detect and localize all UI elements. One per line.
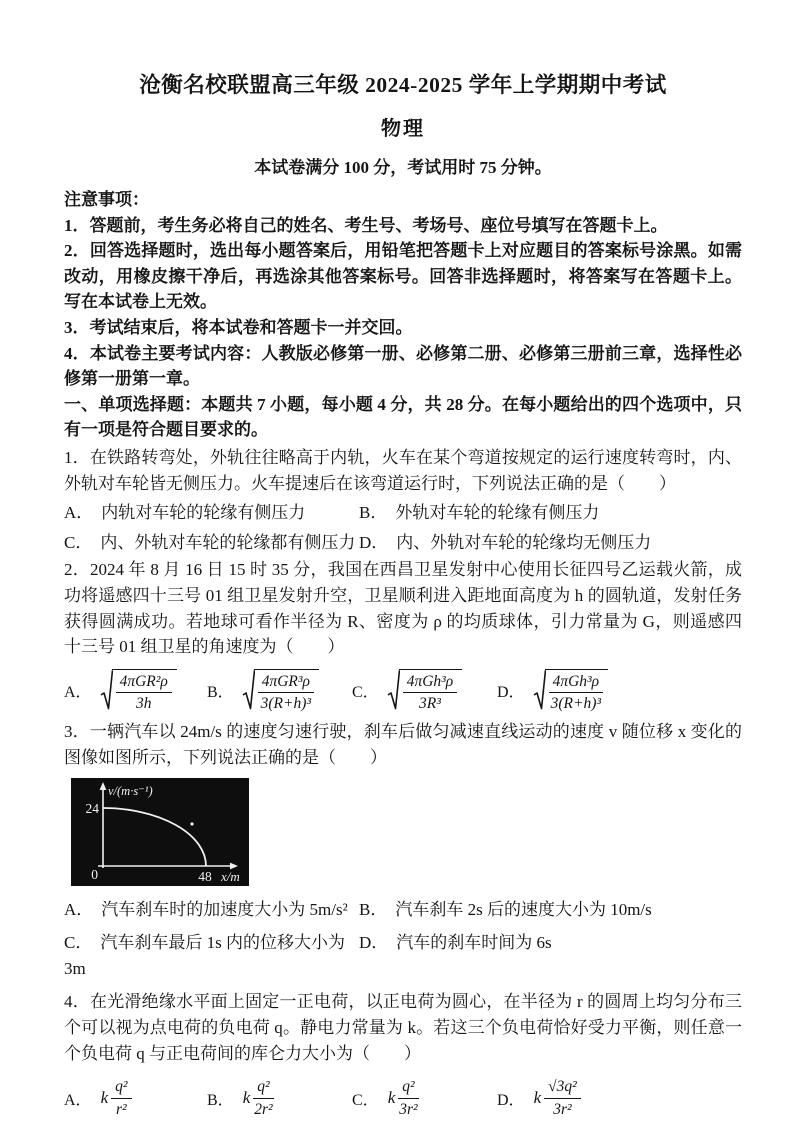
- option-label: D．: [359, 933, 389, 953]
- fraction-numerator: q²: [398, 1078, 418, 1098]
- x-axis-label: x/m: [221, 868, 240, 884]
- fraction-denominator: 3r²: [399, 1100, 418, 1118]
- option-label: A．: [64, 899, 94, 919]
- exam-title: 沧衡名校联盟高三年级 2024-2025 学年上学期期中考试: [139, 73, 667, 97]
- fraction-numerator: q²: [111, 1078, 131, 1098]
- coefficient-k: k: [533, 1088, 542, 1108]
- q1-option-a: [64, 500, 359, 526]
- fraction-denominator: 3r²: [553, 1100, 572, 1118]
- option-text: 内、外轨对车轮的轮缘均无侧压力: [396, 532, 652, 552]
- origin-tick: 0: [91, 866, 98, 882]
- option-text: 外轨对车轮的轮缘有侧压力: [395, 503, 600, 523]
- option-text: 内轨对车轮的轮缘有侧压力: [101, 503, 306, 523]
- coefficient-k: k: [100, 1088, 109, 1108]
- q1-option-d: [359, 530, 651, 556]
- q2-option-b: [207, 669, 352, 713]
- option-text: 汽车刹车 2s 后的速度大小为 10m/s: [395, 899, 652, 919]
- q3-velocity-position-graph: [71, 778, 249, 886]
- q3-options-row-1: [64, 897, 742, 923]
- option-label: A．: [64, 503, 94, 523]
- fraction-denominator: 2r²: [254, 1100, 273, 1118]
- x-tick-48: 48: [198, 868, 212, 884]
- option-label: B．: [359, 503, 388, 523]
- q3-option-c: [64, 930, 359, 981]
- exam-info-line: 本试卷满分 100 分，考试用时 75 分钟。: [254, 158, 552, 177]
- option-label: B．: [207, 1091, 234, 1109]
- coefficient-k: k: [387, 1088, 396, 1108]
- q2-options-row: [64, 669, 742, 713]
- fraction-numerator: 4πGh³ρ: [403, 673, 458, 693]
- option-text: 汽车的刹车时间为 6s: [396, 933, 552, 953]
- notice-item-3: 3．考试结束后，将本试卷和答题卡一并交回。: [64, 317, 413, 337]
- y-axis-label: v/(m·s⁻¹): [108, 783, 153, 798]
- v-x-curve: [103, 808, 206, 866]
- q4-option-d: [497, 1078, 581, 1118]
- option-text: 内、外轨对车轮的轮缘都有侧压力: [100, 532, 356, 552]
- y-tick-24: 24: [85, 800, 99, 816]
- option-label: A．: [64, 684, 92, 702]
- sqrt-formula: [533, 669, 609, 713]
- option-label: B．: [207, 684, 234, 702]
- option-label: D．: [497, 684, 525, 702]
- option-label: C．: [64, 933, 93, 953]
- fraction-numerator: 4πGR³ρ: [258, 673, 314, 693]
- sqrt-formula: [100, 669, 177, 713]
- section-heading: 一、单项选择题：本题共 7 小题，每小题 4 分，共 28 分。在每小题给出的四个选项中，只有一项是符合题目要求的。: [64, 394, 742, 440]
- option-label: C．: [64, 532, 93, 552]
- fraction-denominator: 3h: [135, 695, 152, 713]
- q1-options-row-2: [64, 530, 742, 556]
- sqrt-formula: [242, 669, 319, 713]
- question-3-text: 3．一辆汽车以 24m/s 的速度匀速行驶，刹车后做匀减速直线运动的速度 v 随位移 x 变化的图像如图所示，下列说法正确的是（ ）: [64, 722, 742, 767]
- q3-options-row-2: [64, 930, 742, 981]
- fraction: [111, 1078, 131, 1118]
- q4-option-b: [207, 1078, 352, 1118]
- question-4-text: 4．在光滑绝缘水平面上固定一正电荷，以正电荷为圆心，在半径为 r 的圆周上均匀分布三个可以视为点电荷的负电荷 q。静电力常量为 k。若这三个负电荷恰好受力平衡，则任意一个负电荷 q 与正电荷间的库仑力大小为（ ）: [64, 992, 742, 1063]
- notice-item-4: 4．本试卷主要考试内容：人教版必修第一册、必修第二册、必修第三册前三章，选择性必修第一册第一章。: [64, 343, 742, 389]
- option-label: C．: [352, 684, 379, 702]
- scan-speck: [190, 822, 193, 825]
- fraction: [253, 1078, 273, 1118]
- fraction-denominator: 3(R+h)³: [550, 695, 602, 713]
- q3-option-a: [64, 897, 359, 923]
- option-label: D．: [359, 532, 389, 552]
- fraction-numerator: 4πGR²ρ: [116, 673, 172, 693]
- fraction-numerator: q²: [253, 1078, 273, 1098]
- option-text: 汽车刹车最后 1s 内的位移大小为 3m: [64, 933, 345, 978]
- q4-options-row: [64, 1078, 742, 1118]
- notice-item-1: 1．答题前，考生务必将自己的姓名、考生号、考场号、座位号填写在答题卡上。: [64, 215, 668, 235]
- option-text: 汽车刹车时的加速度大小为 5m/s²: [101, 899, 348, 919]
- notice-heading: 注意事项：: [64, 190, 149, 209]
- q4-option-a: [64, 1078, 207, 1118]
- question-1-text: 1．在铁路转弯处，外轨往往略高于内轨，火车在某个弯道按规定的运行速度转弯时，内、外轨对车轮皆无侧压力。火车提速后在该弯道运行时，下列说法正确的是（ ）: [64, 447, 742, 493]
- notice-item-2: 2．回答选择题时，选出每小题答案后，用铅笔把答题卡上对应题目的答案标号涂黑。如需改动，用橡皮擦干净后，再选涂其他答案标号。回答非选择题时，将答案写在答题卡上。写在本试卷上无效。: [64, 241, 742, 312]
- q1-options-row-1: [64, 500, 742, 526]
- fraction: [398, 1078, 418, 1118]
- fraction-numerator: √3q²: [544, 1078, 581, 1098]
- q1-option-c: [64, 530, 359, 556]
- y-axis-arrow-icon: [100, 782, 107, 790]
- q2-option-a: [64, 669, 207, 713]
- fraction-denominator: 3R³: [419, 695, 441, 713]
- q3-option-b: [359, 897, 652, 923]
- fraction: [544, 1078, 581, 1118]
- q4-option-c: [352, 1078, 497, 1118]
- subject-title: 物理: [381, 118, 425, 140]
- option-label: A．: [64, 1091, 92, 1109]
- question-2-text: 2．2024 年 8 月 16 日 15 时 35 分，我国在西昌卫星发射中心使用长征四号乙运载火箭，成功将遥感四十三号 01 组卫星发射升空，卫星顺利进入距地面高度为 h 的圆轨道，发射任务获得圆满成功。若地球可看作半径为 R、密度为 ρ 的均质球体，引力常量为 G，则遥感四十三号 01 组卫星的角速度为（ ）: [64, 560, 742, 657]
- q3-option-d: [359, 930, 552, 981]
- fraction-denominator: 3(R+h)³: [260, 695, 312, 713]
- q2-option-c: [352, 669, 497, 713]
- option-label: B．: [359, 899, 388, 919]
- option-label: D．: [497, 1091, 525, 1109]
- sqrt-formula: [387, 669, 463, 713]
- fraction-denominator: r²: [115, 1100, 127, 1118]
- coefficient-k: k: [242, 1088, 251, 1108]
- option-label: C．: [352, 1091, 379, 1109]
- fraction-numerator: 4πGh³ρ: [549, 673, 604, 693]
- q1-option-b: [359, 500, 599, 526]
- q2-option-d: [497, 669, 608, 713]
